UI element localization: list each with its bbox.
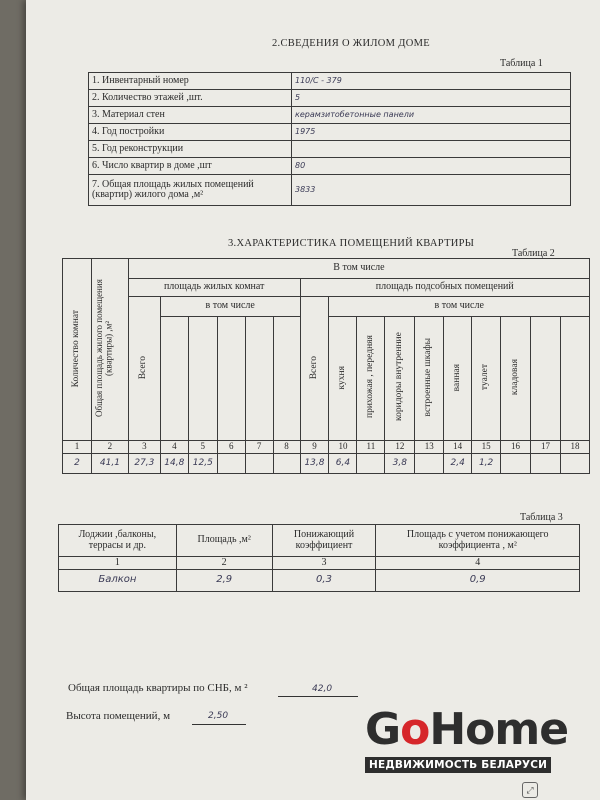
- table1-label-cell: 6. Число квартир в доме ,шт: [89, 158, 292, 175]
- header-living-col: [245, 317, 273, 441]
- col-number: 2: [176, 557, 272, 570]
- table1-label-cell: 7. Общая площадь жилых помещений (квартир) жилого дома ,м²: [89, 175, 292, 206]
- header-aux-col: коридоры внутренние: [385, 317, 415, 441]
- table-row: [89, 73, 571, 90]
- height-value: 2,50: [208, 711, 229, 721]
- col-number: 17: [531, 441, 561, 454]
- col-number: 8: [273, 441, 300, 454]
- table1-value-cell: 110/С - 379: [292, 73, 571, 90]
- header-living-area: площадь жилых комнат: [128, 279, 300, 297]
- height-label: Высота помещений, м: [66, 710, 171, 722]
- table1-label-cell: 2. Количество этажей ,шт.: [89, 90, 292, 107]
- header-living-total: Всего: [128, 297, 160, 441]
- table1: [88, 72, 571, 206]
- value-cell: [531, 454, 561, 474]
- header-aux-col: ванная: [444, 317, 472, 441]
- col-number: 1: [59, 557, 177, 570]
- table3: [58, 524, 580, 592]
- header-living-including: в том числе: [160, 297, 300, 317]
- table-row: [63, 454, 590, 474]
- table1-label-cell: 1. Инвентарный номер: [89, 73, 292, 90]
- table-row: [89, 107, 571, 124]
- table1-value-cell: 3833: [292, 175, 571, 206]
- value-cell: [560, 454, 589, 474]
- header-aux-col: [531, 317, 561, 441]
- col-number: 5: [188, 441, 217, 454]
- header-coef: Понижающий коэффициент: [272, 525, 376, 557]
- header-aux-col: туалет: [472, 317, 501, 441]
- header-aux-including: в том числе: [329, 297, 590, 317]
- col-number: 1: [63, 441, 92, 454]
- gohome-logo: [365, 704, 569, 775]
- col-number: 12: [385, 441, 415, 454]
- col-number: 7: [245, 441, 273, 454]
- header-living-col: [217, 317, 245, 441]
- col-number: 16: [501, 441, 531, 454]
- header-loggia: Лоджии ,балконы, террасы и др.: [59, 525, 177, 557]
- col-number: 3: [128, 441, 160, 454]
- header-living-col: [273, 317, 300, 441]
- header-living-col: [160, 317, 188, 441]
- col-number: 4: [160, 441, 188, 454]
- table3-label: Таблица 3: [520, 512, 563, 523]
- table-row: [59, 570, 580, 592]
- col-number: 9: [300, 441, 329, 454]
- header-aux-col: [560, 317, 589, 441]
- value-cell: 13,8: [300, 454, 329, 474]
- col-number: 10: [329, 441, 357, 454]
- table2: [62, 258, 590, 474]
- value-cell: 3,8: [385, 454, 415, 474]
- value-cell: 12,5: [188, 454, 217, 474]
- header-total-area: Общая площадь жилого помещения (квартиры) ,м²: [91, 259, 128, 441]
- table-row: [89, 141, 571, 158]
- value-cell: 2: [63, 454, 92, 474]
- total-area-label: Общая площадь квартиры по СНБ, м ²: [68, 682, 248, 694]
- header-living-col: [188, 317, 217, 441]
- col-number: 6: [217, 441, 245, 454]
- col-number: 14: [444, 441, 472, 454]
- expand-icon[interactable]: ⤢: [522, 782, 538, 798]
- header-room-count: Количество комнат: [63, 259, 92, 441]
- value-cell: [357, 454, 385, 474]
- table-row: [59, 557, 580, 570]
- col-number: 2: [91, 441, 128, 454]
- section3-title: 3.ХАРАКТЕРИСТИКА ПОМЕЩЕНИЙ КВАРТИРЫ: [228, 238, 475, 249]
- col-number: 18: [560, 441, 589, 454]
- value-cell: Балкон: [59, 570, 177, 592]
- table1-value-cell: [292, 141, 571, 158]
- table-row: [89, 175, 571, 206]
- value-cell: [273, 454, 300, 474]
- value-cell: 2,9: [176, 570, 272, 592]
- header-aux-col: кухня: [329, 317, 357, 441]
- value-cell: [415, 454, 444, 474]
- value-cell: 0,3: [272, 570, 376, 592]
- section2-title: 2.СВЕДЕНИЯ О ЖИЛОМ ДОМЕ: [272, 38, 430, 49]
- header-aux-area: площадь подсобных помещений: [300, 279, 590, 297]
- value-cell: 1,2: [472, 454, 501, 474]
- table-row: [89, 90, 571, 107]
- table1-label: Таблица 1: [500, 58, 543, 69]
- table1-label-cell: 4. Год постройки: [89, 124, 292, 141]
- table-row: [59, 525, 580, 557]
- value-cell: 2,4: [444, 454, 472, 474]
- logo-brand: GoHome: [365, 704, 569, 755]
- table1-label-cell: 5. Год реконструкции: [89, 141, 292, 158]
- table1-label-cell: 3. Материал стен: [89, 107, 292, 124]
- header-area: Площадь ,м²: [176, 525, 272, 557]
- value-cell: 14,8: [160, 454, 188, 474]
- value-cell: 6,4: [329, 454, 357, 474]
- value-cell: [501, 454, 531, 474]
- table2-label: Таблица 2: [512, 248, 555, 259]
- table1-value-cell: керамзитобетонные панели: [292, 107, 571, 124]
- value-cell: 41,1: [91, 454, 128, 474]
- value-cell: 27,3: [128, 454, 160, 474]
- header-aux-col: встроенные шкафы: [415, 317, 444, 441]
- header-aux-col: прихожая , передняя: [357, 317, 385, 441]
- value-cell: [245, 454, 273, 474]
- table-row: [89, 124, 571, 141]
- col-number: 13: [415, 441, 444, 454]
- header-aux-total: Всего: [300, 297, 329, 441]
- col-number: 15: [472, 441, 501, 454]
- total-area-value: 42,0: [312, 684, 333, 694]
- value-cell: 0,9: [376, 570, 580, 592]
- header-reduced-area: Площадь с учетом понижающего коэффициента , м²: [376, 525, 580, 557]
- header-including: В том числе: [128, 259, 589, 279]
- value-cell: [217, 454, 245, 474]
- table-row: [63, 441, 590, 454]
- header-aux-col: кладовая: [501, 317, 531, 441]
- col-number: 4: [376, 557, 580, 570]
- col-number: 3: [272, 557, 376, 570]
- table1-value-cell: 80: [292, 158, 571, 175]
- table1-value-cell: 5: [292, 90, 571, 107]
- logo-tagline: НЕДВИЖИМОСТЬ БЕЛАРУСИ: [365, 757, 551, 773]
- table-row: [89, 158, 571, 175]
- col-number: 11: [357, 441, 385, 454]
- table1-value-cell: 1975: [292, 124, 571, 141]
